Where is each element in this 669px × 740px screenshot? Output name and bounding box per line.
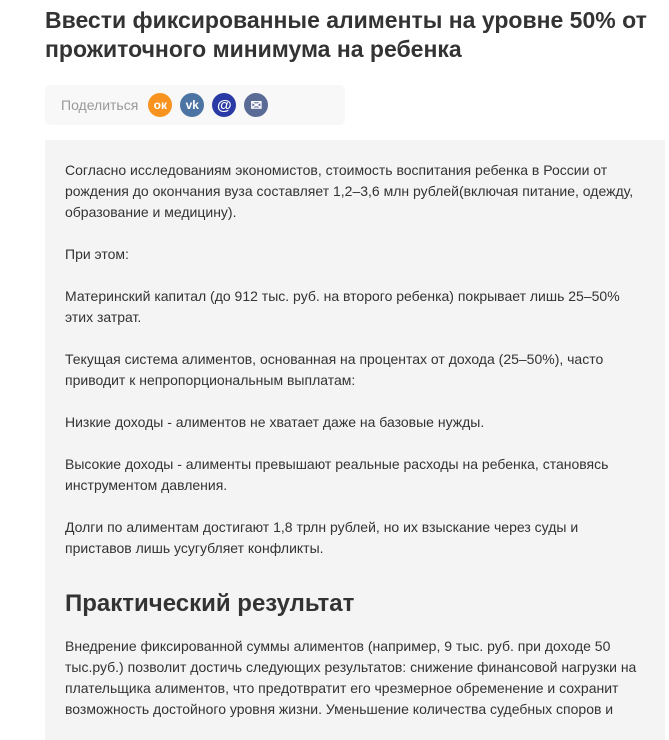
paragraph: Внедрение фиксированной суммы алиментов (например, 9 тыс. руб. при доходе 50 тыс.руб.) позволит достичь следующих результатов: снижение финансовой нагрузки на плательщика алиментов, что предотвратит его чрезмерное обременение и сохранит возможность достойного уровня жизни. Уменьшение количества судебных споров и: [65, 638, 637, 717]
email-icon[interactable]: ✉: [244, 93, 268, 117]
page-title: Ввести фиксированные алименты на уровне 50% от прожиточного минимума на ребенка: [45, 7, 647, 62]
paragraph: Материнский капитал (до 912 тыс. руб. на второго ребенка) покрывает лишь 25–50% этих затрат.: [65, 288, 620, 325]
article-body: [45, 140, 665, 740]
paragraph: Низкие доходы - алиментов не хватает даже на базовые нужды.: [65, 414, 485, 430]
odnoklassniki-icon[interactable]: ок: [148, 93, 172, 117]
paragraph: Высокие доходы - алименты превышают реальные расходы на ребенка, становясь инструментом давления.: [65, 456, 609, 493]
section-heading: Практический результат: [65, 590, 355, 617]
paragraph: Долги по алиментам достигают 1,8 трлн рублей, но их взыскание через суды и приставов лишь усугубляет конфликты.: [65, 519, 579, 556]
share-bar: [45, 85, 345, 125]
mail-ru-icon[interactable]: @: [212, 93, 236, 117]
paragraph: Согласно исследованиям экономистов, стоимость воспитания ребенка в России от рождения до окончания вуза составляет 1,2–3,6 млн рублей(включая питание, одежду, образование и медицину).: [65, 162, 634, 220]
vk-icon[interactable]: vk: [180, 93, 204, 117]
paragraph: При этом:: [65, 246, 129, 262]
share-label: Поделиться: [61, 97, 139, 113]
paragraph: Текущая система алиментов, основанная на процентах от дохода (25–50%), часто приводит к непропорциональным выплатам:: [65, 351, 604, 388]
